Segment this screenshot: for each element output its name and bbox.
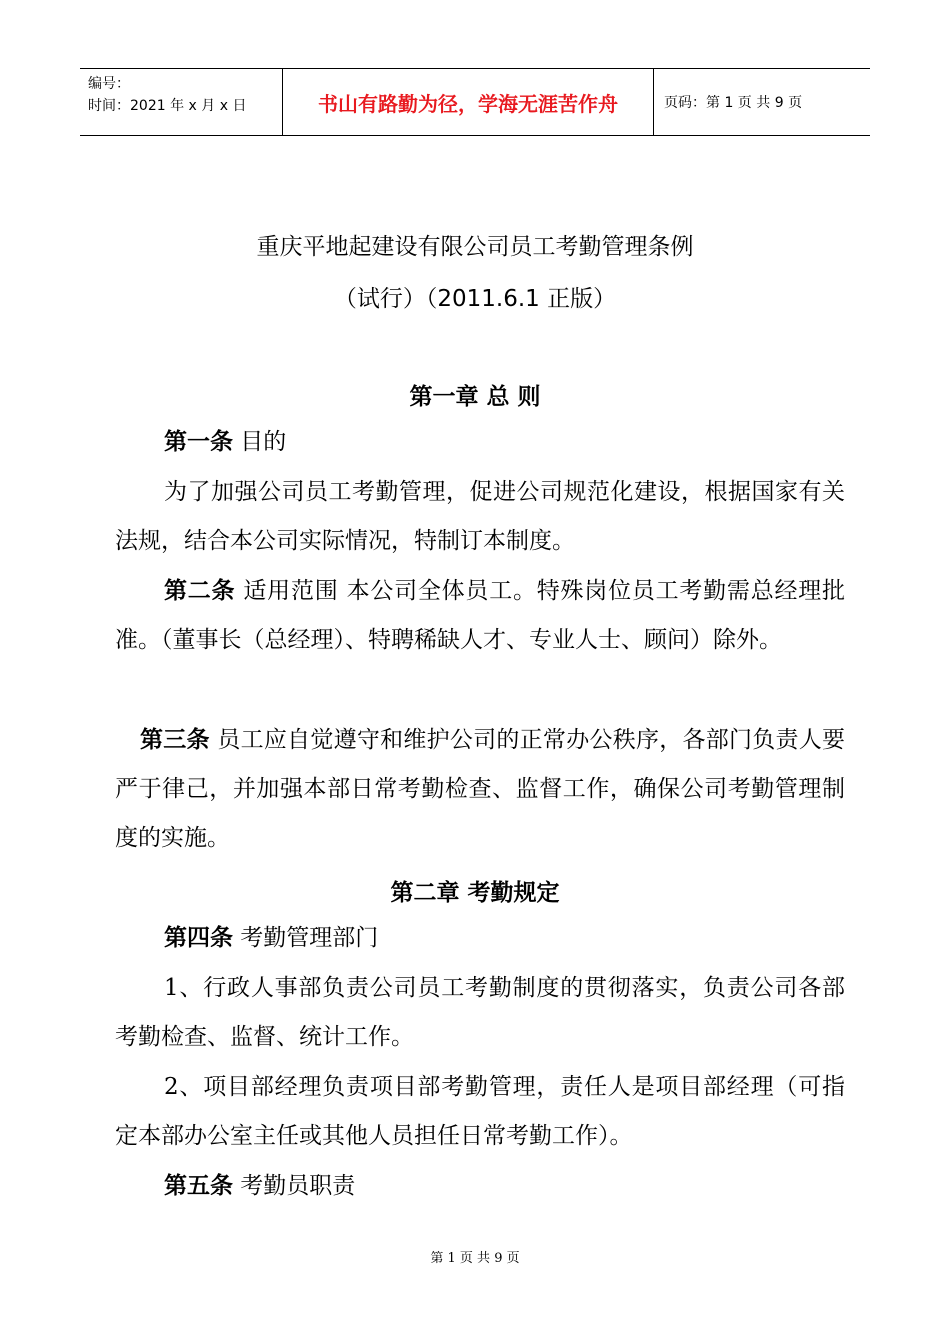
article-2 [115,567,845,665]
chapter-2-heading: 第二章 考勤规定 [390,880,560,906]
article-1-body: 为了加强公司员工考勤管理，促进公司规范化建设，根据国家有关法规，结合本公司实际情况，特制订本制度。 [115,479,845,554]
article-4-item-2: 2、项目部经理负责项目部考勤管理，责任人是项目部经理（可指定本部办公室主任或其他人员担任日常考勤工作）。 [115,1074,845,1149]
article-5-title: 考勤员职责 [233,1173,356,1199]
article-2-body: 适用范围 本公司全体员工。特殊岗位员工考勤需总经理批准。（董事长（总经理）、特聘稀缺人才、专业人士、顾问）除外。 [115,578,846,653]
document-title: 重庆平地起建设有限公司员工考勤管理条例 [256,234,694,260]
time-label: 时间：2021 年 x 月 x 日 [88,98,247,114]
article-4-title: 考勤管理部门 [233,925,379,951]
article-3-label: 第三条 [140,727,210,753]
chapter-1-heading: 第一章 总 则 [409,384,541,410]
serial-label: 编号： [88,76,130,92]
article-5-label: 第五条 [164,1173,233,1199]
article-3-body: 员工应自觉遵守和维护公司的正常办公秩序，各部门负责人要严于律己，并加强本部日常考勤检查、监督工作，确保公司考勤管理制度的实施。 [115,727,846,851]
page-footer: 第 1 页 共 9 页 [430,1251,520,1266]
article-4-item-1: 1、行政人事部负责公司员工考勤制度的贯彻落实，负责公司各部考勤检查、监督、统计工作。 [115,975,845,1050]
article-4-heading [115,914,845,963]
article-2-label: 第二条 [164,578,236,604]
article-1-title: 目的 [233,429,287,455]
article-1-label: 第一条 [164,429,233,455]
article-5-heading [115,1162,845,1211]
header-meta [80,69,282,135]
header-motto: 书山有路勤为径，学海无涯苦作舟 [282,69,654,135]
article-3 [115,716,845,863]
article-4-label: 第四条 [164,925,233,951]
document-header [80,68,870,136]
article-1-heading [115,418,845,467]
header-page-info: 页码：第 1 页 共 9 页 [664,95,803,111]
document-subtitle: （试行）（2011.6.1 正版） [333,286,617,312]
